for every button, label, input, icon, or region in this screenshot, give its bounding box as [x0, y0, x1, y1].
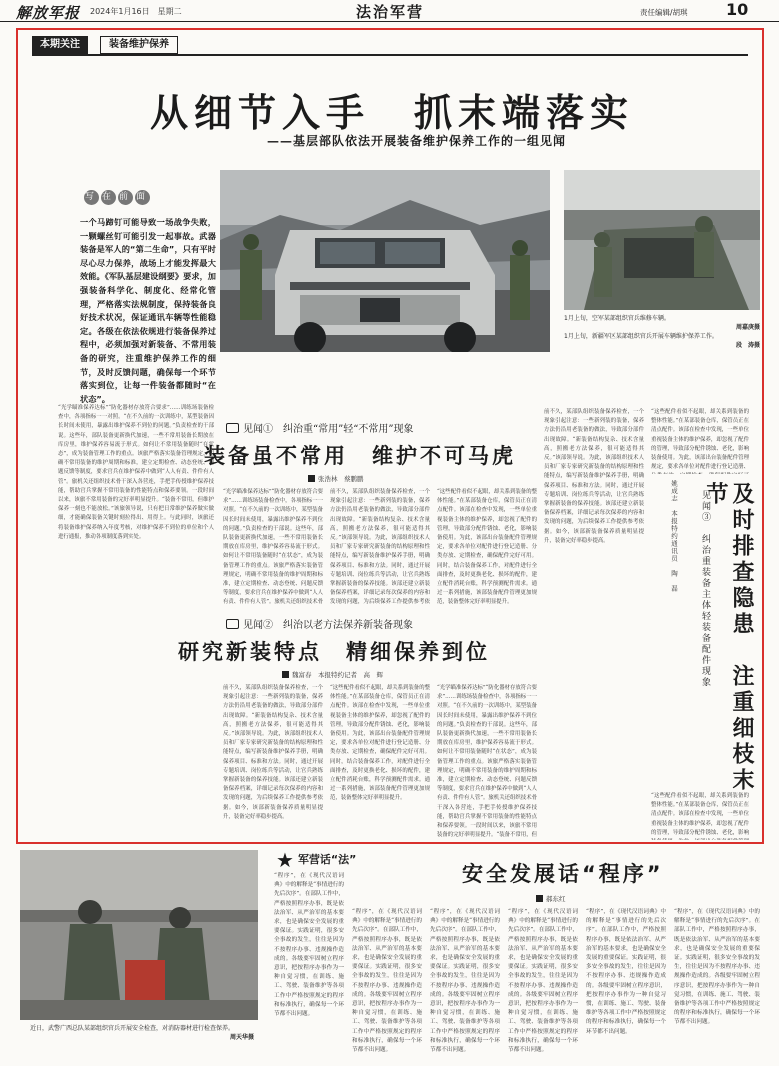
feature-box — [16, 28, 764, 844]
editor-credit: 责任编辑/胡琪 — [640, 8, 688, 17]
page-number: 10 — [726, 0, 749, 19]
issue-date: 2024年1月16日 星期二 — [90, 7, 182, 16]
lower-text-6: “程序”，在《现代汉语词典》中的解释是“事情进行的先后次序”。在部队工作中，严格按照程序办事，既是依法治军、从严治军的基本要求，也是确保安全发展的重要保证。实践证明，很多安全事故的发生，往往是因为不按程序办事、违规操作造成的。各级要牢固树立程序意识，把按程序办事作为一种自觉习惯，在训练、施工、驾驶、装备维护等各项工作中严格按照规定的程序和标准执行，确保每一个环节都不出问题。 — [674, 909, 760, 1026]
safety-title: 安全发展话“程序” — [462, 862, 664, 886]
intro-heading: 写 在 前 面 — [84, 190, 152, 205]
section2-title: 研究新装特点 精细保养到位 — [178, 640, 490, 664]
camera-icon — [226, 423, 239, 433]
lower-section — [16, 848, 764, 1060]
section1-label: 见闻① 纠治重“常用”轻“不常用”现象 — [226, 420, 413, 435]
section2-text-b: “这些配件看似不起眼，却关系到装备的整体性能。”在某部装备仓库，保管员正在清点配件。该部在检查中发现，一些单位重视装备主体的维护保养，却忽视了配件的管理，导致部分配件锈蚀、老化，影响装备使用。为此，该部出台装备配件管理规定，要求各单位对配件进行登记造册、分类存放、定期检查，确保配件完好可用。同时，结合装备保养工作，对配件进行全面排查，及时更换老化、损坏的配件，建立配件消耗台账，科学预测配件需求。通过一系列措施，该部装备配件管理更加规范，装备整体完好率明显提升。 — [330, 685, 430, 802]
lower-photo-caption: 近日，武警广西总队某部组织官兵开展安全检查，对消防器材进行检查保养。 周天华摄 — [30, 1025, 254, 1041]
section3-byline: 姚成志 本报特约通讯员 陶 磊 — [670, 480, 678, 593]
camera-icon — [226, 619, 239, 629]
section-title: 法治军营 — [355, 3, 424, 21]
tag-divider — [32, 54, 748, 56]
section2-text-a: 前不久，某部队组织装备保养检查，一个现象引起注意：一些新列装的装备，保养方法仍沿用老装备的做法，导致部分部件出现故障。“新装备结构复杂、技术含量高，照搬老方法保养，很可能适得其反。”该部领导说。为此，该部组织技术人员和厂家专家研究新装备的结构原理和性能特点，编写新装备维护保养手册，明确保养项目、标准和方法。同时，通过开展专题培训、岗位练兵等活动，让官兵熟练掌握新装备的保养技能。该部还建立新装备保养档案，详细记录每次保养的内容和发现的问题，为后续保养工作提供参考依据。如今，该部新装备保养质量明显提升，装备完好率稳步提高。 — [223, 685, 323, 820]
lower-text-5: “程序”，在《现代汉语词典》中的解释是“事情进行的先后次序”。在部队工作中，严格按照程序办事，既是依法治军、从严治军的基本要求，也是确保安全发展的重要保证。实践证明，很多安全事故的发生，往往是因为不按程序办事、违规操作造成的。各级要牢固树立程序意识，把按程序办事作为一种自觉习惯，在训练、施工、驾驶、装备维护等各项工作中严格按照规定的程序和标准执行，确保每一个环节都不出问题。 — [586, 909, 666, 1035]
section1-text-c: “这些配件看似不起眼，却关系到装备的整体性能。”在某部装备仓库，保管员正在清点配件。该部在检查中发现，一些单位重视装备主体的维护保养，却忽视了配件的管理，导致部分配件锈蚀、老化，影响装备使用。为此，该部出台装备配件管理规定，要求各单位对配件进行登记造册、分类存放、定期检查，确保配件完好可用。同时，结合装备保养工作，对配件进行全面排查，及时更换老化、损坏的配件，建立配件消耗台账，科学预测配件需求。通过一系列措施，该部装备配件管理更加规范，装备整体完好率明显提升。 — [437, 489, 537, 606]
section3-label: 见闻③ 纠治重装备主体轻装备配件现象 — [700, 490, 710, 688]
section1-text-a: “光学瞄准保养达标”“防化器材存放符合要求”……训练场装备检查中，各项指标一一对照。“在不久前的一次训练中，某型装备因长时间未使用，暴露出维护保养不到位的问题。”负责检查的干部说。这些年，部队装备更新换代加速，一些不常用装备长期放在库房里，维护保养容易流于形式。如何让不常用装备随时“在状态”，成为装备管理工作的重点。该旅严格落实装备管理规定，明确不常用装备的维护周期和标准，建立定期检查、动态登统、问题反馈等制度，要求官兵在维护保养中做到“人人有责、件件有人管”。旅机关还组织技术骨 — [223, 489, 323, 606]
section1-byline: 张浩林 蔡鹏鹏 — [308, 474, 364, 483]
lower-photo — [20, 850, 258, 1020]
photo-caption-1: 1月上旬，空军某部组织官兵维修车辆。 — [564, 315, 670, 322]
section1-text-b: 前不久，某部队组织装备保养检查，一个现象引起注意：一些新列装的装备，保养方法仍沿用老装备的做法，导致部分部件出现故障。“新装备结构复杂、技术含量高，照搬老方法保养，很可能适得其反。”该部领导说。为此，该部组织技术人员和厂家专家研究新装备的结构原理和性能特点，编写新装备维护保养手册，明确保养项目、标准和方法。同时，通过开展专题培训、岗位练兵等活动，让官兵熟练掌握新装备的保养技能。该部还建立新装备保养档案，详细记录每次保养的内容和发现的问题，为后续保养工作提供参考依 — [330, 489, 430, 606]
page-header — [0, 0, 779, 22]
photo-captions — [564, 314, 760, 350]
topic-tag: 装备维护保养 — [100, 36, 178, 54]
section2-label: 见闻② 纠治以老方法保养新装备现象 — [226, 616, 413, 631]
article-column-left: “光学瞄准保养达标”“防化器材存放符合要求”……训练场装备检查中，各项指标一一对照。“在不久前的一次训练中，某型装备因长时间未使用，暴露出维护保养不到位的问题。”负责检查的干部说。这些年，部队装备更新换代加速，一些不常用装备长期放在库房里，维护保养容易流于形式。如何让不常用装备随时“在状态”，成为装备管理工作的重点。该旅严格落实装备管理规定，明确不常用装备的维护周期和标准，建立定期检查、动态登统、问题反馈等制度，要求官兵在维护保养中做到“人人有责、件件有人管”。旅机关还组织技术骨干深入各营连，手把手传授维护保养技能，帮助官兵掌握不常用装备的性能特点和保养要领。一段时间以来，该旅不常用装备的完好率明显提升。“装备不常用，但维护保养一刻也不能放松。”该旅领导说，只有把日常维护保养做实做细，才能确保装备关键时刻拉得出、用得上。与此同时，该旅还将装备维护保养纳入年度考核，对维护保养不到位的单位和个人进行通报，推动各项制度落到实处。 — [58, 405, 214, 540]
safety-byline: 郝东红 — [536, 894, 566, 903]
newspaper-logo: 解放军报 — [16, 4, 81, 22]
article-column-mid: 前不久，某部队组织装备保养检查，一个现象引起注意：一些新列装的装备，保养方法仍沿用老装备的做法，导致部分部件出现故障。“新装备结构复杂、技术含量高，照搬老方法保养，很可能适得其反。”该部领导说。为此，该部组织技术人员和厂家专家研究新装备的结构原理和性能特点，编写新装备维护保养手册，明确保养项目、标准和方法。同时，通过开展专题培训、岗位练兵等活动，让官兵熟练掌握新装备的保养技能。该部还建立新装备保养档案，详细记录每次保养的内容和发现的问题，为后续保养工作提供参考依据。如今，该部新装备保养质量明显提升，装备完好率稳步提高。 — [544, 409, 644, 544]
photo-credit-1: 周嘉庚摄 — [735, 324, 760, 331]
main-headline: 从细节入手 抓末端落实 — [149, 91, 634, 135]
intro-text: 一个马蹄钉可能导致一场战争失败，一颗螺丝钉可能引发一起事故。武器装备是军人的“第二生命”，只有平时尽心尽力保养，战场上才能发挥最大效能。《军队基层建设纲要》要求，加强装备科学化、制度化、经常化管理，严格落实法规制度，保持装备良好技术状况，保证通讯车辆等性能稳定。各级在依法依规进行装备保养过程中，必须加强对新装备、不常用装备的研究，注重维护保养工作的细节，及时反馈问题，确保每一个环节落实到位，让每一件装备都随时“在状态”。 — [80, 217, 216, 404]
star-icon: ★ — [276, 848, 294, 872]
lower-text-4: “程序”，在《现代汉语词典》中的解释是“事情进行的先后次序”。在部队工作中，严格按照程序办事，既是依法治军、从严治军的基本要求，也是确保安全发展的重要保证。实践证明，很多安全事故的发生，往往是因为不按程序办事、违规操作造成的。各级要牢固树立程序意识，把按程序办事作为一种自觉习惯，在训练、施工、驾驶、装备维护等各项工作中严格按照规定的程序和标准执行，确保每一个环节都不出问题。 — [508, 909, 578, 1054]
tip-column-head: ★ 军营话“法” — [276, 848, 357, 872]
section2-text-c: “光学瞄准保养达标”“防化器材存放符合要求”……训练场装备检查中，各项指标一一对照。“在不久前的一次训练中，某型装备因长时间未使用，暴露出维护保养不到位的问题。”负责检查的干部说。这些年，部队装备更新换代加速，一些不常用装备长期放在库房里，维护保养容易流于形式。如何让不常用装备随时“在状态”，成为装备管理工作的重点。该旅严格落实装备管理规定，明确不常用装备的维护周期和标准，建立定期检查、动态登统、问题反馈等制度，要求官兵在维护保养中做到“人人有责、件件有人管”。旅机关还组织技术骨干深入各营连，手把手传授维护保养技能，帮助官兵掌握不常用装备的性能特点和保养要领。一段时间以来，该旅不常用装备的完好率明显提升。“装备不常用，但 — [437, 685, 537, 839]
focus-tag: 本期关注 — [32, 36, 88, 54]
photo-credit-2: 段 涛摄 — [735, 342, 760, 349]
section3-text: “这些配件看似不起眼，却关系到装备的整体性能。”在某部装备仓库，保管员正在清点配件。该部在检查中发现，一些单位重视装备主体的维护保养，却忽视了配件的管理，导致部分配件锈蚀、老化，影响 — [651, 793, 749, 836]
main-photo — [220, 170, 550, 352]
lower-photo-credit: 周天华摄 — [229, 1034, 254, 1041]
lower-text-1: “程序”，在《现代汉语词典》中的解释是“事情进行的先后次序”。在部队工作中，严格按照程序办事，既是依法治军、从严治军的基本要求，也是确保安全发展的重要保证。实践证明，很多安全事故的发生，往往是因为不按程序办事、违规操作造成的。各级要牢固树立程序意识，把按程序办事作为一种自觉习惯，在训练、施工、驾驶、装备维护等各项工作中严格按照规定的程序和标准执行，确保每一个环节都不出问题。 — [274, 873, 344, 1018]
lower-text-2: “程序”，在《现代汉语词典》中的解释是“事情进行的先后次序”。在部队工作中，严格按照程序办事，既是依法治军、从严治军的基本要求，也是确保安全发展的重要保证。实践证明，很多安全事故的发生，往往是因为不按程序办事、违规操作造成的。各级要牢固树立程序意识，把按程序办事作为一种自觉习惯，在训练、施工、驾驶、装备维护等各项工作中严格按照规定的程序和标准执行，确保每一个环节都不出问题。 — [352, 909, 422, 1054]
section1-title: 装备虽不常用 维护不可马虎 — [204, 444, 516, 468]
photo-caption-2: 1月上旬，新疆军区某部组织官兵开展车辆维护保养工作。 — [564, 333, 718, 340]
section3-title: 及时排查隐患 注重细枝末节 — [703, 482, 754, 794]
section2-byline: 魏富春 本报特约记者 高 辉 — [282, 670, 383, 679]
lower-text-3: “程序”，在《现代汉语词典》中的解释是“事情进行的先后次序”。在部队工作中，严格按照程序办事，既是依法治军、从严治军的基本要求，也是确保安全发展的重要保证。实践证明，很多安全事故的发生，往往是因为不按程序办事、违规操作造成的。各级要牢固树立程序意识，把按程序办事作为一种自觉习惯，在训练、施工、驾驶、装备维护等各项工作中严格按照规定的程序和标准执行，确保每一个环节都不出问题。 — [430, 909, 500, 1054]
sub-headline: ——基层部队依法开展装备维护保养工作的一组见闻 — [266, 134, 566, 148]
article-column-mid-2: “这些配件看似不起眼，却关系到装备的整体性能。”在某部装备仓库，保管员正在清点配件。该部在检查中发现，一些单位重视装备主体的维护保养，却忽视了配件的管理，导致部分配件锈蚀、老化，影响装备使用。为此，该部出台装备配件管理规定，要求各单位对配件进行登记造册、 — [651, 409, 749, 471]
side-photo — [564, 170, 760, 310]
